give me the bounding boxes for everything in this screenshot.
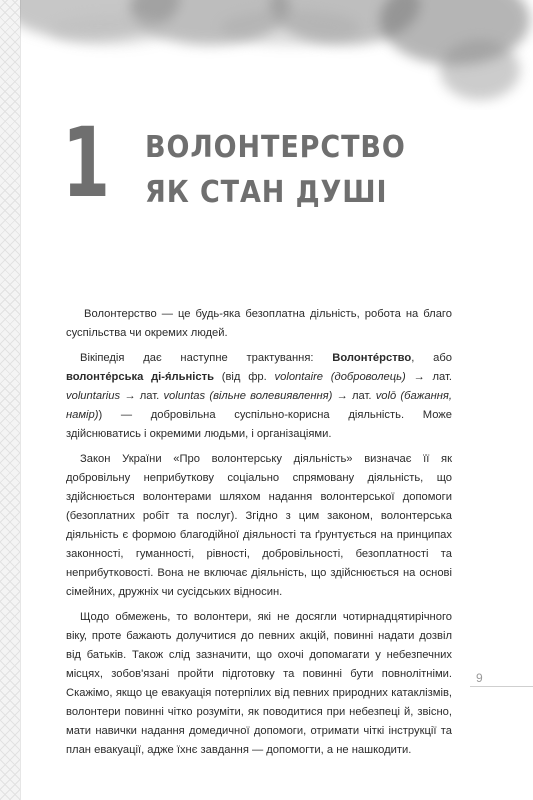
p2-text-7: ) — добровільна суспільно-корисна діяльність. Може здійснюватись і окремими людьми, і організаціями. xyxy=(66,409,452,440)
p2-text-1: Вікіпедія дає наступне трактування: xyxy=(80,352,333,364)
chapter-number: 1 xyxy=(62,107,111,219)
term-volunteering: Волонте́рство xyxy=(332,352,412,364)
paragraph-2 xyxy=(66,349,452,444)
ornamental-border xyxy=(0,0,21,800)
paragraph-4: Щодо обмежень, то волонтери, які не досягли чотирнадцятирічного віку, проте бажають долучитися до певних акцій, повинні надати дозвіл від батьків. Також слід зазначити, що охочі допомагати у небезпечних місцях, зобов'язані пройти підготовку та повинні бути повнолітніми. Скажімо, якщо це евакуація потерпілих від певних природних катаклізмів, волонтери повинні чітко розуміти, як поводитися при небезпеці й, звісно, мати навички надання домедичної допомоги, отримати чіткі інструкції та план евакуації, адже їхнє завдання — допомогти, а не нашкодити. xyxy=(66,611,452,756)
p2-text-5: → лат. xyxy=(120,390,164,402)
chapter-title-line-1: ВОЛОНТЕРСТВО xyxy=(145,130,406,165)
watercolor-header xyxy=(20,0,533,110)
term-volunteer-activity: волонте́рська ді-я́льність xyxy=(66,371,214,383)
etymology-latin-1: voluntarius xyxy=(66,390,121,402)
p2-text-3: (від фр. xyxy=(213,371,275,383)
page-number-rule xyxy=(470,686,533,687)
etymology-latin-2: voluntas (вільне волевиявлення) xyxy=(163,390,333,402)
paragraph-1: Волонтерство — це будь-яка безоплатна дільність, робота на благо суспільства чи окремих людей. xyxy=(66,308,452,339)
etymology-latin-3: volō (бажання, намір) xyxy=(66,390,452,421)
chapter-title-line-2: ЯК СТАН ДУШІ xyxy=(145,175,388,210)
etymology-french: volontaire (доброволець) xyxy=(274,371,406,383)
p2-text-6: → лат. xyxy=(332,390,376,402)
page-number: 9 xyxy=(476,671,483,685)
body-text xyxy=(66,305,452,766)
p2-text-4: → лат. xyxy=(405,371,453,383)
chapter-title xyxy=(145,125,406,215)
p2-text-2: , або xyxy=(411,352,452,364)
paragraph-3: Закон України «Про волонтерську діяльність» визначає її як добровільну неприбуткову соціально спрямовану діяльність, що здійснюється волонтерами шляхом надання волонтерської допомоги (безоплатних робіт та послуг). Згідно з цим законом, волонтерська діяльність є формою благодійної діяльності та ґрунтується на принципах законності, гуманності, рівності, добровільності, безоплатності та неприбутковості. Вона не включає діяльність, що здійснюється на основі сімейних, дружніх чи сусідських відносин. xyxy=(66,453,452,598)
